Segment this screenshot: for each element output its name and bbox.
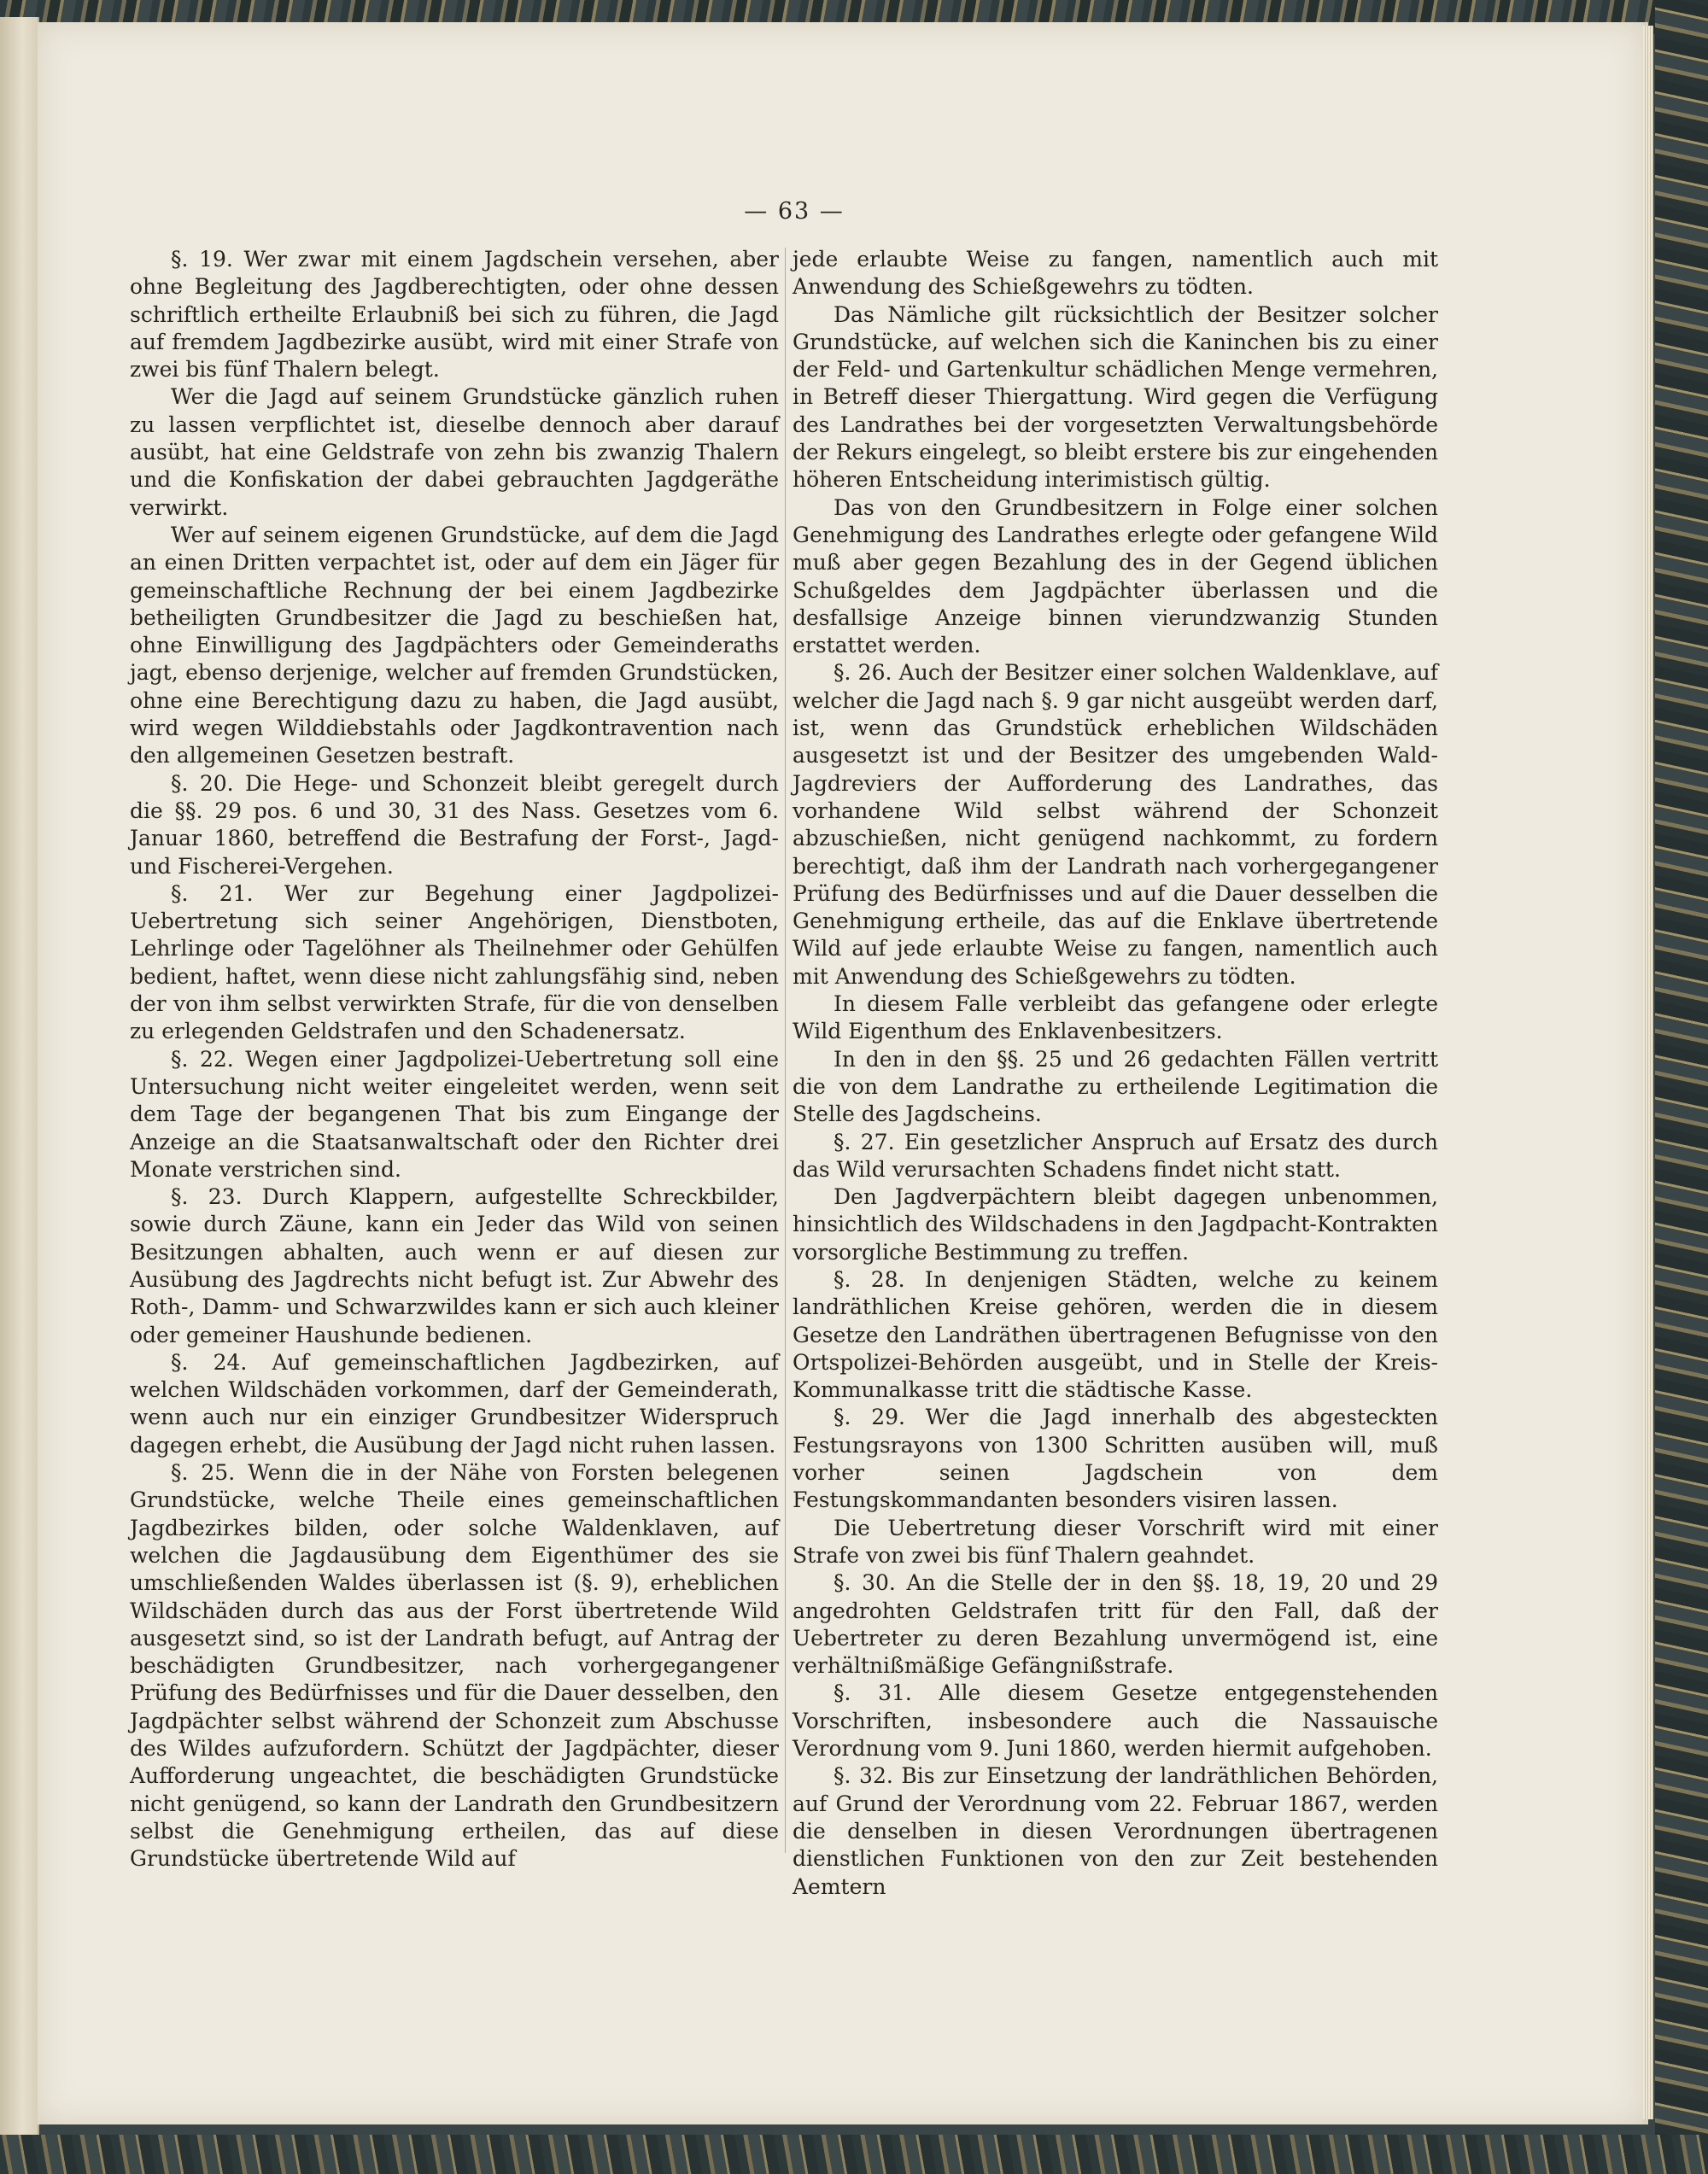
paragraph: jede erlaubte Weise zu fangen, namentlich auch mit Anwendung des Schießgewehrs zu tödten.: [793, 247, 1438, 300]
paragraph: Das von den Grundbesitzern in Folge einer solchen Genehmigung des Landrathes erlegte oder gefangene Wild muß aber gegen Bezahlung des in der Gegend üblichen Schußgeldes dem Jagdpächter überlassen und die desfallsige Anzeige binnen vierundzwanzig Stunden erstattet werden.: [793, 494, 1438, 658]
paragraph: §. 19. Wer zwar mit einem Jagdschein versehen, aber ohne Begleitung des Jagdberechtigten, oder ohne dessen schriftlich ertheilte Erlaubniß bei sich zu führen, die Jagd auf fremdem Jagdbezirke ausübt, wird mit einer Strafe von zwei bis fünf Thalern belegt.: [130, 247, 779, 383]
facing-page-spine: [0, 17, 39, 2135]
paragraph: Die Uebertretung dieser Vorschrift wird mit einer Strafe von zwei bis fünf Thalern geahndet.: [793, 1515, 1438, 1568]
paragraph: §. 23. Durch Klappern, aufgestellte Schreckbilder, sowie durch Zäune, kann ein Jeder das Wild von seinen Besitzungen abhalten, auch wenn er auf diesen zur Ausübung des Jagdrechts nicht befugt ist. Zur Abwehr des Roth-, Damm- und Schwarzwildes kann er sich auch kleiner oder gemeiner Haushunde bedienen.: [130, 1184, 779, 1347]
paragraph: §. 31. Alle diesem Gesetze entgegenstehenden Vorschriften, insbesondere auch die Nassauische Verordnung vom 9. Juni 1860, werden hiermit aufgehoben.: [793, 1680, 1438, 1762]
column-divider: [785, 248, 786, 1853]
paragraph: §. 24. Auf gemeinschaftlichen Jagdbezirken, auf welchen Wildschäden vorkommen, darf der Gemeinderath, wenn auch nur ein einziger Grundbesitzer Widerspruch dagegen erhebt, die Ausübung der Jagd nicht ruhen lassen.: [130, 1349, 779, 1458]
paragraph: §. 22. Wegen einer Jagdpolizei-Uebertretung soll eine Untersuchung nicht weiter eingeleitet werden, wenn seit dem Tage der begangenen That bis zum Eingange der Anzeige an die Staatsanwaltschaft oder den Richter drei Monate verstrichen sind.: [130, 1046, 779, 1182]
paragraph: Wer die Jagd auf seinem Grundstücke gänzlich ruhen zu lassen verpflichtet ist, dieselbe dennoch aber darauf ausübt, hat eine Geldstrafe von zehn bis zwanzig Thalern und die Konfiskation der dabei gebrauchten Jagdgeräthe verwirkt.: [130, 384, 779, 520]
paragraph: Wer auf seinem eigenen Grundstücke, auf dem die Jagd an einen Dritten verpachtet ist, oder auf dem ein Jäger für gemeinschaftliche Rechnung der bei einem Jagdbezirke betheiligten Grundbesitzer die Jagd zu beschießen hat, ohne Einwilligung des Jagdpächters oder Gemeinderaths jagt, ebenso derjenige, welcher auf fremden Grundstücken, ohne eine Berechtigung dazu zu haben, die Jagd ausübt, wird wegen Wilddiebstahls oder Jagdkontravention nach den allgemeinen Gesetzen bestraft.: [130, 522, 779, 768]
right-text-column: [793, 246, 1438, 1901]
paragraph: §. 26. Auch der Besitzer einer solchen Waldenklave, auf welcher die Jagd nach §. 9 gar nicht ausgeübt werden darf, ist, wenn das Grundstück erheblichen Wildschäden ausgesetzt ist und der Besitzer des umgebenden Wald-Jagdreviers der Aufforderung des Landrathes, das vorhandene Wild selbst während der Schonzeit abzuschießen, nicht genügend nachkommt, zu fordern berechtigt, daß ihm der Landrath nach vorhergegangener Prüfung des Bedürfnisses und auf die Dauer desselben die Genehmigung ertheile, das auf die Enklave übertretende Wild auf jede erlaubte Weise zu fangen, namentlich auch mit Anwendung des Schießgewehrs zu tödten.: [793, 660, 1438, 989]
page-stack-edge: [1643, 26, 1653, 2119]
paragraph: §. 30. An die Stelle der in den §§. 18, 19, 20 und 29 angedrohten Geldstrafen tritt für den Fall, daß der Uebertreter zu deren Bezahlung unvermögend ist, eine verhältnißmäßige Gefängnißstrafe.: [793, 1570, 1438, 1679]
paragraph: Den Jagdverpächtern bleibt dagegen unbenommen, hinsichtlich des Wildschadens in den Jagdpacht-Kontrakten vorsorgliche Bestimmung zu treffen.: [793, 1184, 1438, 1265]
book-edge-right: [1655, 0, 1708, 2174]
paragraph: §. 27. Ein gesetzlicher Anspruch auf Ersatz des durch das Wild verursachten Schadens findet nicht statt.: [793, 1129, 1438, 1182]
book-edge-bottom: [0, 2135, 1708, 2174]
paragraph: §. 20. Die Hege- und Schonzeit bleibt geregelt durch die §§. 29 pos. 6 und 30, 31 des Nass. Gesetzes vom 6. Januar 1860, betreffend die Bestrafung der Forst-, Jagd- und Fischerei-Vergehen.: [130, 770, 779, 879]
paragraph: In den in den §§. 25 und 26 gedachten Fällen vertritt die von dem Landrathe zu ertheilende Legitimation die Stelle des Jagdscheins.: [793, 1046, 1438, 1127]
paragraph: §. 25. Wenn die in der Nähe von Forsten belegenen Grundstücke, welche Theile eines gemeinschaftlichen Jagdbezirkes bilden, oder solche Waldenklaven, auf welchen die Jagdausübung dem Eigenthümer des sie umschließenden Waldes überlassen ist (§. 9), erheblichen Wildschäden durch das aus der Forst übertretende Wild ausgesetzt sind, so ist der Landrath befugt, auf Antrag der beschädigten Grundbesitzer, nach vorhergegangener Prüfung des Bedürfnisses und für die Dauer desselben, den Jagdpächter selbst während der Schonzeit zum Abschusse des Wildes aufzufordern. Schützt der Jagdpächter, dieser Aufforderung ungeachtet, die beschädigten Grundstücke nicht genügend, so kann der Landrath den Grundbesitzern selbst die Genehmigung ertheilen, das auf diese Grundstücke übertretende Wild auf: [130, 1460, 779, 1872]
paragraph: Das Nämliche gilt rücksichtlich der Besitzer solcher Grundstücke, auf welchen sich die Kaninchen bis zu einer der Feld- und Gartenkultur schädlichen Menge vermehren, in Betreff dieser Thiergattung. Wird gegen die Verfügung des Landrathes bei der vorgesetzten Verwaltungsbehörde der Rekurs eingelegt, so bleibt erstere bis zur eingehenden höheren Entscheidung interimistisch gültig.: [793, 301, 1438, 493]
paragraph: §. 28. In denjenigen Städten, welche zu keinem landräthlichen Kreise gehören, werden die in diesem Gesetze den Landräthen übertragenen Befugnisse von den Ortspolizei-Behörden ausgeübt, und in Stelle der Kreis-Kommunalkasse tritt die städtische Kasse.: [793, 1266, 1438, 1403]
left-text-column: [130, 246, 779, 1873]
paragraph: §. 32. Bis zur Einsetzung der landräthlichen Behörden, auf Grund der Verordnung vom 22. Februar 1867, werden die denselben in diesen Verordnungen übertragenen dienstlichen Funktionen von den zur Zeit bestehenden Aemtern: [793, 1763, 1438, 1899]
paragraph: In diesem Falle verbleibt das gefangene oder erlegte Wild Eigenthum des Enklavenbesitzers.: [793, 991, 1438, 1044]
paragraph: §. 29. Wer die Jagd innerhalb des abgesteckten Festungsrayons von 1300 Schritten ausüben will, muß vorher seinen Jagdschein von dem Festungskommandanten besonders visiren lassen.: [793, 1405, 1438, 1513]
paragraph: §. 21. Wer zur Begehung einer Jagdpolizei-Uebertretung sich seiner Angehörigen, Dienstboten, Lehrlinge oder Tagelöhner als Theilnehmer oder Gehülfen bedient, haftet, wenn diese nicht zahlungsfähig sind, neben der von ihm selbst verwirkten Strafe, für die von denselben zu erlegenden Geldstrafen und den Schadenersatz.: [130, 880, 779, 1044]
page-number: — 63 —: [744, 198, 845, 225]
